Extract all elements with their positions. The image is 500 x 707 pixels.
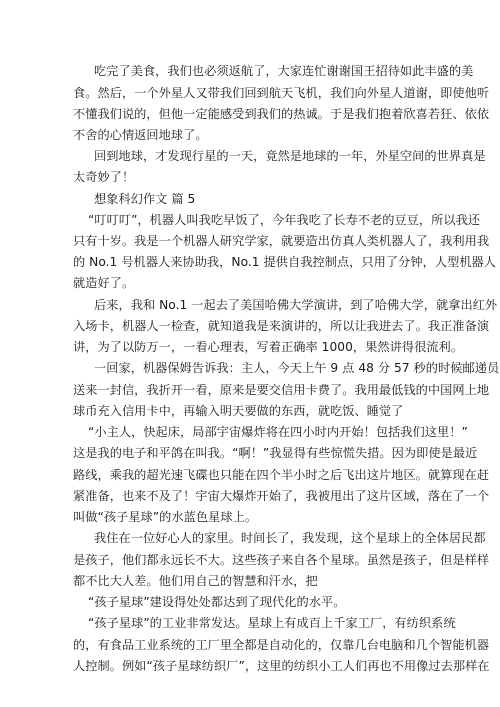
text-line: “孩子星球”建设得处处都达到了现代化的水平。 [88, 595, 346, 609]
text-line: 不舍的心情返回地球了。 [73, 128, 208, 142]
text-line: 太奇妙了！ [73, 170, 135, 184]
text-line: “叮叮叮”，机器人叫我吃早饭了，今年我吃了长寿不老的豆豆，所以我还 [88, 213, 481, 227]
text-line: 吃完了美食，我们也必须返航了，大家连忙谢谢国王招待如此丰盛的美 [94, 64, 474, 78]
text-line: 叫做“孩子星球”的水蓝色星球上。 [73, 510, 258, 524]
text-line: 的 No.1 号机器人来协助我，No.1 提供自我控制点，只用了分钟，人型机器人 [73, 255, 497, 269]
text-line: 后来，我和 No.1 一起去了美国哈佛大学演讲，到了哈佛大学，就拿出红外 [94, 298, 498, 312]
text-line: “孩子星球”的工业非常发达。星球上有成百上千家工厂，有纺织系统 [88, 616, 456, 630]
text-line: “小主人，快起床，局部宇宙爆炸将在四小时内开始！包括我们这里！” [88, 425, 468, 439]
text-line: 是孩子，他们都永远长不大。这些孩子来自各个星球。虽然是孩子，但是样样 [73, 553, 490, 567]
text-line: 一回家，机器保姆告诉我：主人，今天上午 9 点 48 分 57 秒的时候邮递员 [94, 361, 500, 375]
text-line: 的，有食品工业系统的工厂里全都是自动化的，仅靠几台电脑和几个智能机器 [73, 638, 490, 652]
text-line: 就造好了。 [73, 276, 135, 290]
text-line: 讲，为了以防万一，一看心理表，写着正确率 1000，果然讲得很流利。 [73, 340, 464, 354]
text-line: 我住在一位好心人的家里。时间长了，我发现，这个星球上的全体居民都 [94, 531, 486, 545]
text-line: 送来一封信，我折开一看，原来是要交信用卡费了。我用最低钱的中国网上地 [73, 383, 490, 397]
section-heading: 想象科幻作文 篇 5 [94, 192, 196, 206]
text-line: 这是我的电子和平鸽在叫我。“啊！”我显得有些惊慌失措。因为即使是最近 [73, 446, 478, 460]
text-line: 都不比大人差。他们用自己的智慧和汗水，把 [73, 574, 318, 588]
text-line: 路线，乘我的超光速飞碟也只能在四个半小时之后飞出这片地区。就算现在赶 [73, 468, 490, 482]
text-line: 紧准备，也来不及了！宇宙大爆炸开始了，我被甩出了这片区域，落在了一个 [73, 489, 490, 503]
text-line: 入场卡，机器人一检查，就知道我是来演讲的，所以让我进去了。我正准备演 [73, 319, 490, 333]
text-line: 不懂我们说的，但他一定能感受到我们的热诚。于是我们抱着欣喜若狂、依依 [73, 107, 490, 121]
text-line: 只有十岁。我是一个机器人研究学家，就要造出仿真人类机器人了，我利用我 [73, 234, 490, 248]
text-line: 食。然后，一个外星人又带我们回到航天飞机，我们向外星人道谢，即使他听 [73, 86, 490, 100]
text-line: 回到地球，才发现行星的一天，竟然是地球的一年，外星空间的世界真是 [94, 149, 486, 163]
text-line: 球币充入信用卡中，再输入明天要做的东西，就吃饭、睡觉了 [73, 404, 404, 418]
text-line: 人控制。例如“孩子星球纺织厂”，这里的纺织小工人们再也不用像过去那样在 [73, 659, 490, 673]
